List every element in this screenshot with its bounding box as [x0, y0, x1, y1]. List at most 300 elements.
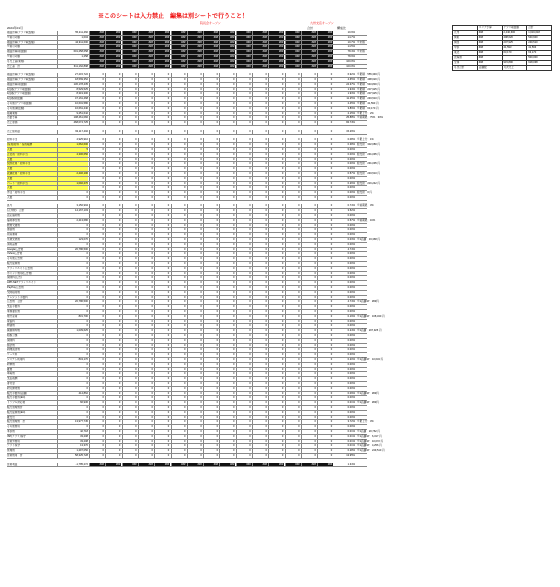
cell[interactable]: 0	[122, 449, 138, 453]
cell[interactable]: 0	[236, 172, 252, 176]
cell[interactable]: 0	[138, 116, 154, 120]
row-label[interactable]: 営業利益	[7, 463, 58, 467]
cell[interactable]: 0	[154, 406, 170, 410]
cell[interactable]: 0	[268, 401, 284, 405]
cell[interactable]: 0	[301, 286, 317, 290]
cell[interactable]: 0	[236, 300, 252, 304]
cell[interactable]: 0	[171, 382, 187, 386]
cell[interactable]: ###	[317, 55, 333, 59]
cell[interactable]: 0	[138, 363, 154, 367]
cell[interactable]: 0	[171, 112, 187, 116]
cell[interactable]: 0	[105, 102, 121, 106]
cell[interactable]: 0	[219, 387, 235, 391]
cell[interactable]: 0	[203, 315, 219, 319]
row-total[interactable]: 0	[86, 377, 88, 381]
cell[interactable]: 0	[105, 130, 121, 134]
cell[interactable]: ###	[301, 45, 317, 49]
cell[interactable]: 0	[236, 444, 252, 448]
cell[interactable]: 0	[219, 172, 235, 176]
cell[interactable]: 0	[154, 377, 170, 381]
row-total[interactable]: 93,117,402	[75, 129, 88, 133]
cell[interactable]: 0	[203, 262, 219, 266]
cell[interactable]: 0	[285, 449, 301, 453]
cell[interactable]: 0	[154, 214, 170, 218]
cell[interactable]: 0	[138, 281, 154, 285]
cell[interactable]: ###	[203, 36, 219, 40]
summary-cell[interactable]: 63,170	[528, 51, 537, 54]
cell[interactable]: 0	[154, 435, 170, 439]
cell[interactable]: 0	[236, 334, 252, 338]
cell[interactable]: 0	[138, 73, 154, 77]
cell[interactable]: ###	[171, 463, 187, 467]
cell[interactable]: 0	[317, 228, 333, 232]
summary-cell[interactable]: 1,619,618	[528, 31, 540, 34]
cell[interactable]: 0	[89, 204, 105, 208]
cell[interactable]: 0	[268, 444, 284, 448]
cell[interactable]: 0	[301, 83, 317, 87]
cell[interactable]: 0	[203, 348, 219, 352]
cell[interactable]: 0	[89, 186, 105, 190]
cell[interactable]: 0	[219, 167, 235, 171]
cell[interactable]: 0	[105, 368, 121, 372]
cell[interactable]: 0	[187, 358, 203, 362]
cell[interactable]: 0	[236, 449, 252, 453]
cell[interactable]: 0	[301, 329, 317, 333]
cell[interactable]: 0	[105, 143, 121, 147]
cell[interactable]: 0	[122, 224, 138, 228]
cell[interactable]: 0	[171, 73, 187, 77]
cell[interactable]: 0	[154, 153, 170, 157]
row-total[interactable]: 0	[86, 290, 88, 294]
cell[interactable]: 0	[236, 387, 252, 391]
cell[interactable]: ###	[268, 55, 284, 59]
cell[interactable]: 0	[317, 252, 333, 256]
cell[interactable]: 0	[138, 252, 154, 256]
cell[interactable]: 0	[285, 238, 301, 242]
cell[interactable]: 0	[105, 83, 121, 87]
cell[interactable]: 0	[154, 219, 170, 223]
cell[interactable]: 0	[285, 363, 301, 367]
cell[interactable]: 0	[138, 382, 154, 386]
row-total[interactable]: 0	[86, 310, 88, 314]
cell[interactable]: 0	[219, 88, 235, 92]
cell[interactable]: ###	[301, 55, 317, 59]
cell[interactable]: ###	[301, 60, 317, 64]
cell[interactable]: 0	[171, 177, 187, 181]
row-label[interactable]: 地代家賃	[7, 315, 58, 319]
cell[interactable]: 0	[154, 172, 170, 176]
cell[interactable]: 0	[122, 252, 138, 256]
cell[interactable]: 0	[154, 339, 170, 343]
row-total[interactable]: 8,529,525	[76, 87, 88, 91]
cell[interactable]: 0	[236, 262, 252, 266]
row-total[interactable]: 0	[86, 334, 88, 337]
cell[interactable]: 0	[171, 252, 187, 256]
cell[interactable]: 0	[285, 348, 301, 352]
cell[interactable]: 0	[219, 444, 235, 448]
cell[interactable]: 0	[105, 396, 121, 400]
cell[interactable]: 0	[105, 267, 121, 271]
cell[interactable]: 0	[122, 243, 138, 247]
cell[interactable]: 0	[89, 102, 105, 106]
cell[interactable]: 0	[203, 372, 219, 376]
row-label[interactable]: 人数	[7, 148, 58, 152]
cell[interactable]: 0	[138, 344, 154, 348]
cell[interactable]: 0	[317, 267, 333, 271]
cell[interactable]: ###	[285, 41, 301, 45]
cell[interactable]: 0	[203, 353, 219, 357]
cell[interactable]: 0	[154, 204, 170, 208]
cell[interactable]: ###	[219, 55, 235, 59]
cell[interactable]: 0	[268, 310, 284, 314]
cell[interactable]: 0	[236, 257, 252, 261]
cell[interactable]: 0	[171, 92, 187, 96]
cell[interactable]: 0	[317, 112, 333, 116]
cell[interactable]: 0	[219, 78, 235, 82]
cell[interactable]: 0	[154, 78, 170, 82]
cell[interactable]: 0	[268, 83, 284, 87]
cell[interactable]: 0	[285, 233, 301, 237]
cell[interactable]: 0	[236, 440, 252, 444]
row-label[interactable]: 支払手数料	[7, 305, 58, 309]
cell[interactable]: 0	[285, 291, 301, 295]
cell[interactable]: ###	[301, 41, 317, 45]
cell[interactable]: 0	[122, 102, 138, 106]
cell[interactable]: 0	[138, 411, 154, 415]
cell[interactable]: 0	[268, 78, 284, 82]
cell[interactable]: 0	[317, 396, 333, 400]
cell[interactable]: 0	[219, 368, 235, 372]
cell[interactable]: 0	[219, 228, 235, 232]
cell[interactable]: 0	[236, 158, 252, 162]
cell[interactable]: 0	[317, 138, 333, 142]
cell[interactable]: 0	[301, 186, 317, 190]
cell[interactable]: 0	[301, 348, 317, 352]
cell[interactable]: 0	[203, 138, 219, 142]
cell[interactable]: 0	[171, 339, 187, 343]
cell[interactable]: 0	[219, 233, 235, 237]
row-label[interactable]: ※前月の額	[7, 36, 58, 40]
cell[interactable]: 0	[203, 97, 219, 101]
cell[interactable]: ###	[122, 45, 138, 49]
cell[interactable]: 0	[171, 262, 187, 266]
cell[interactable]: 0	[154, 138, 170, 142]
cell[interactable]: 0	[268, 416, 284, 420]
cell[interactable]: 0	[154, 116, 170, 120]
cell[interactable]: 0	[301, 444, 317, 448]
cell[interactable]: 0	[301, 228, 317, 232]
summary-cell[interactable]	[527, 66, 551, 70]
cell[interactable]: 0	[268, 396, 284, 400]
cell[interactable]: 0	[105, 162, 121, 166]
cell[interactable]: ###	[236, 463, 252, 467]
row-label[interactable]: ※前月の額	[7, 45, 58, 49]
cell[interactable]: 0	[219, 310, 235, 314]
cell[interactable]: ###	[138, 36, 154, 40]
cell[interactable]: 0	[122, 305, 138, 309]
cell[interactable]: ###	[138, 31, 154, 35]
cell[interactable]: ###	[138, 65, 154, 69]
cell[interactable]: 0	[317, 107, 333, 111]
cell[interactable]: ###	[187, 31, 203, 35]
cell[interactable]: 0	[154, 430, 170, 434]
cell[interactable]: ###	[203, 31, 219, 35]
cell[interactable]: 0	[122, 209, 138, 213]
cell[interactable]: 0	[301, 300, 317, 304]
cell[interactable]: ###	[171, 41, 187, 45]
cell[interactable]: 0	[268, 449, 284, 453]
cell[interactable]: 0	[203, 368, 219, 372]
cell[interactable]: 0	[138, 449, 154, 453]
cell[interactable]: 0	[219, 372, 235, 376]
summary-cell[interactable]: 915,890	[503, 61, 528, 65]
cell[interactable]: 0	[236, 138, 252, 142]
cell[interactable]: 0	[105, 387, 121, 391]
cell[interactable]: 0	[105, 158, 121, 162]
cell[interactable]: 0	[105, 382, 121, 386]
row-total[interactable]: 0	[86, 191, 88, 195]
cell[interactable]: 0	[285, 377, 301, 381]
cell[interactable]: 0	[219, 411, 235, 415]
row-label[interactable]: 売掛予算	[7, 116, 58, 120]
cell[interactable]: 0	[105, 196, 121, 200]
cell[interactable]: 0	[187, 435, 203, 439]
cell[interactable]: 0	[138, 296, 154, 300]
row-total[interactable]: 0	[86, 281, 88, 285]
cell[interactable]: 0	[138, 97, 154, 101]
cell[interactable]: 0	[122, 162, 138, 166]
row-label[interactable]: 販売手数料(店舗)	[7, 392, 58, 396]
cell[interactable]: 0	[187, 281, 203, 285]
cell[interactable]: 0	[122, 420, 138, 424]
cell[interactable]: 0	[301, 315, 317, 319]
cell[interactable]: ###	[122, 36, 138, 40]
cell[interactable]: 0	[138, 310, 154, 314]
cell[interactable]: 0	[105, 353, 121, 357]
row-label[interactable]: 通信費	[7, 228, 58, 232]
cell[interactable]: 0	[252, 305, 268, 309]
cell[interactable]: ###	[89, 55, 105, 59]
cell[interactable]: 0	[252, 112, 268, 116]
cell[interactable]: 0	[89, 130, 105, 134]
cell[interactable]: 0	[252, 83, 268, 87]
cell[interactable]: 0	[268, 454, 284, 458]
cell[interactable]: 0	[203, 272, 219, 276]
cell[interactable]: 0	[252, 291, 268, 295]
cell[interactable]: ###	[252, 65, 268, 69]
cell[interactable]: 0	[122, 238, 138, 242]
cell[interactable]: 0	[154, 363, 170, 367]
cell[interactable]: 0	[285, 406, 301, 410]
cell[interactable]: 0	[236, 219, 252, 223]
cell[interactable]: 0	[203, 416, 219, 420]
cell[interactable]: 0	[122, 281, 138, 285]
cell[interactable]: 0	[122, 320, 138, 324]
cell[interactable]: 0	[203, 78, 219, 82]
cell[interactable]: 0	[203, 196, 219, 200]
cell[interactable]: 0	[268, 172, 284, 176]
cell[interactable]: 0	[317, 248, 333, 252]
row-total[interactable]: 0	[86, 271, 88, 275]
cell[interactable]: 0	[138, 224, 154, 228]
cell[interactable]: ###	[252, 463, 268, 467]
cell[interactable]: ###	[285, 463, 301, 467]
cell[interactable]: 0	[236, 196, 252, 200]
cell[interactable]: 0	[268, 440, 284, 444]
row-label[interactable]: 1段階(アプリ取扱額)	[7, 92, 58, 96]
cell[interactable]: 0	[89, 344, 105, 348]
cell[interactable]: 0	[203, 406, 219, 410]
cell[interactable]: 0	[301, 310, 317, 314]
cell[interactable]: 0	[138, 358, 154, 362]
cell[interactable]: 0	[301, 262, 317, 266]
cell[interactable]: 0	[317, 78, 333, 82]
cell[interactable]: 0	[105, 116, 121, 120]
cell[interactable]: 0	[317, 182, 333, 186]
cell[interactable]: 0	[187, 272, 203, 276]
cell[interactable]: 0	[138, 324, 154, 328]
cell[interactable]: 0	[122, 267, 138, 271]
cell[interactable]: 0	[203, 233, 219, 237]
cell[interactable]: 0	[236, 435, 252, 439]
cell[interactable]: ###	[236, 45, 252, 49]
cell[interactable]: 0	[171, 353, 187, 357]
row-total[interactable]: 13,370	[80, 444, 88, 448]
cell[interactable]: 0	[122, 392, 138, 396]
cell[interactable]: 0	[89, 228, 105, 232]
cell[interactable]: 0	[252, 363, 268, 367]
cell[interactable]: 0	[187, 377, 203, 381]
cell[interactable]: 0	[105, 88, 121, 92]
row-total[interactable]: 1,258	[81, 54, 88, 58]
cell[interactable]: ###	[252, 50, 268, 54]
cell[interactable]: 0	[138, 177, 154, 181]
cell[interactable]: 0	[285, 172, 301, 176]
row-total[interactable]: 414,862	[78, 391, 88, 395]
cell[interactable]: 0	[236, 214, 252, 218]
cell[interactable]: 0	[219, 224, 235, 228]
cell[interactable]: 0	[187, 262, 203, 266]
cell[interactable]: 0	[203, 143, 219, 147]
cell[interactable]: 0	[301, 296, 317, 300]
cell[interactable]: ###	[171, 31, 187, 35]
cell[interactable]: 0	[301, 334, 317, 338]
cell[interactable]: 0	[236, 78, 252, 82]
cell[interactable]: 0	[285, 392, 301, 396]
row-label[interactable]: パート・給料手当	[7, 182, 58, 186]
cell[interactable]: 0	[317, 363, 333, 367]
cell[interactable]: ###	[317, 463, 333, 467]
summary-cell[interactable]: 関西	[453, 41, 478, 45]
cell[interactable]: 0	[171, 411, 187, 415]
cell[interactable]: ###	[138, 50, 154, 54]
cell[interactable]: 0	[268, 116, 284, 120]
cell[interactable]: 0	[301, 243, 317, 247]
cell[interactable]: 0	[105, 334, 121, 338]
cell[interactable]: 0	[236, 267, 252, 271]
row-total[interactable]: 0	[86, 262, 88, 266]
cell[interactable]: 0	[171, 97, 187, 101]
cell[interactable]: 0	[203, 358, 219, 362]
cell[interactable]: 0	[203, 377, 219, 381]
cell[interactable]: 0	[268, 214, 284, 218]
row-total[interactable]: 13,977,745	[75, 420, 88, 424]
cell[interactable]: ###	[89, 41, 105, 45]
cell[interactable]: 0	[219, 191, 235, 195]
summary-cell[interactable]: 498,620	[503, 36, 528, 40]
cell[interactable]: 0	[89, 305, 105, 309]
row-total[interactable]: 0	[86, 195, 88, 199]
cell[interactable]: 0	[187, 324, 203, 328]
cell[interactable]: ###	[187, 60, 203, 64]
cell[interactable]: 0	[138, 425, 154, 429]
cell[interactable]: 0	[268, 92, 284, 96]
cell[interactable]: 0	[285, 310, 301, 314]
cell[interactable]: 0	[268, 368, 284, 372]
cell[interactable]: 0	[89, 353, 105, 357]
row-label[interactable]: (役員)給料・役員報酬	[7, 143, 58, 147]
cell[interactable]: 0	[252, 233, 268, 237]
cell[interactable]: 0	[187, 315, 203, 319]
cell[interactable]: 0	[89, 382, 105, 386]
cell[interactable]: 0	[252, 281, 268, 285]
cell[interactable]: 0	[138, 305, 154, 309]
cell[interactable]: 0	[154, 182, 170, 186]
cell[interactable]: 0	[252, 138, 268, 142]
row-label[interactable]: 損益計算(アプリ取扱額)	[7, 78, 58, 82]
cell[interactable]: 0	[285, 420, 301, 424]
cell[interactable]: ###	[105, 50, 121, 54]
summary-cell[interactable]: ###	[478, 61, 503, 65]
cell[interactable]: ###	[317, 31, 333, 35]
cell[interactable]: 0	[203, 148, 219, 152]
row-total[interactable]: 0	[86, 305, 88, 309]
cell[interactable]: 0	[285, 228, 301, 232]
cell[interactable]: 0	[105, 112, 121, 116]
cell[interactable]: 0	[154, 158, 170, 162]
cell[interactable]: 0	[187, 329, 203, 333]
row-label[interactable]: 販売管理費 計	[7, 420, 58, 424]
cell[interactable]: 0	[236, 281, 252, 285]
cell[interactable]: 0	[187, 172, 203, 176]
cell[interactable]: 0	[187, 276, 203, 280]
cell[interactable]: 0	[105, 377, 121, 381]
row-label[interactable]: ポイント費用(広告費)	[7, 272, 58, 276]
cell[interactable]: ###	[187, 36, 203, 40]
row-label[interactable]: 外注・給料手当	[7, 191, 58, 195]
cell[interactable]: 0	[268, 296, 284, 300]
cell[interactable]: ###	[138, 41, 154, 45]
cell[interactable]: 0	[171, 420, 187, 424]
cell[interactable]: 0	[219, 291, 235, 295]
row-total[interactable]: 27,215,722	[75, 73, 88, 77]
cell[interactable]: 0	[89, 243, 105, 247]
cell[interactable]: 0	[317, 320, 333, 324]
cell[interactable]: 0	[187, 121, 203, 125]
cell[interactable]: 0	[122, 214, 138, 218]
summary-cell[interactable]	[503, 56, 528, 60]
cell[interactable]: 0	[285, 196, 301, 200]
cell[interactable]: 0	[236, 276, 252, 280]
cell[interactable]: 0	[252, 204, 268, 208]
cell[interactable]: 0	[268, 204, 284, 208]
row-label[interactable]: 保険料	[7, 339, 58, 343]
cell[interactable]: ###	[138, 55, 154, 59]
cell[interactable]: ###	[105, 55, 121, 59]
cell[interactable]: 0	[187, 92, 203, 96]
cell[interactable]: 0	[122, 416, 138, 420]
cell[interactable]: 0	[285, 116, 301, 120]
